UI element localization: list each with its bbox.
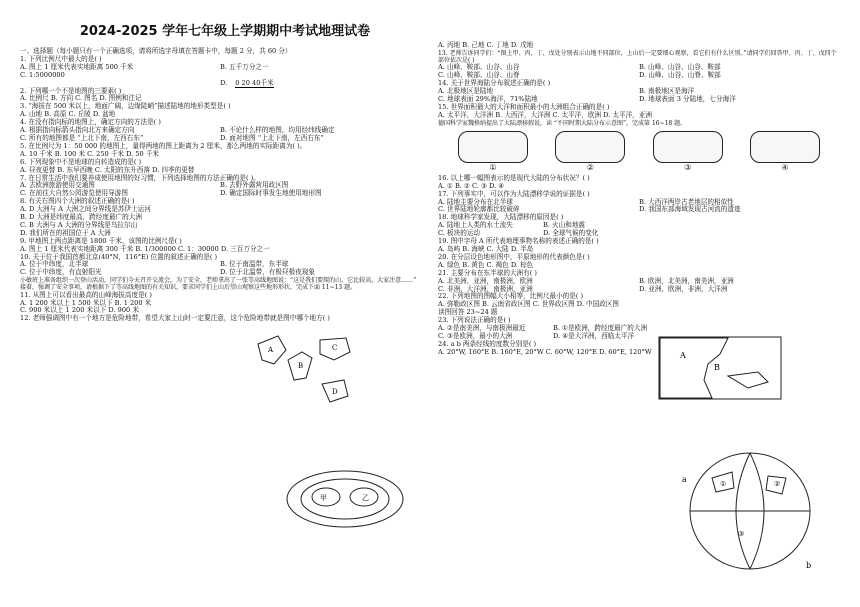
option: D. [220, 78, 228, 87]
question-13: 13. 老师告诉同学们：“图上甲、丙、丁、戊处分别表示山地不同部位，上山后一定要细心观察，看它们有什么区别。”请同学们回答甲、丙、丁、戊四个部位依次是( ) [438, 49, 837, 65]
option: A. ②是南美洲，与南极洲最近 [438, 324, 526, 333]
option: D. 山峰、山谷、山脊、鞍部 [639, 71, 721, 80]
option: D. ④是大洋洲，西临太平洋 [553, 331, 635, 340]
question-21: 21. 主要分布在东半球的大洲有( ) [438, 268, 537, 277]
question-2: 2. 下列哪一个不是地图的三要素( ) [20, 86, 122, 95]
question-8: 8. 有关右图四个大洲的叙述正确的是( ) [20, 197, 135, 206]
continent-label: ③ [738, 530, 745, 538]
option-row: A. 图上 1 厘米代表实地距离 300 千米 B. 1/300000 C. 1：30000 D. 三百万分之一 [20, 244, 270, 253]
option: A. D 大洲与 A 大洲之间分界线是苏伊士运河 [20, 205, 151, 214]
drift-map [458, 131, 528, 163]
question-16: 16. 以上哪一幅图表示的是现代大陆的分布状况？( ) [438, 173, 590, 182]
question-11: 11. 从图上可以看出最高的山峰海拔高度是( ) [20, 290, 152, 299]
drift-intro: 德国科学家魏格纳提出了大陆漂移假说，读 “不同时期大陆分布示意图”，完成第 16~18 题。 [438, 119, 687, 127]
option: A. 北极地区是陆地 [438, 87, 494, 95]
question-7: 7. 在日常生活中我们要养成使用地图的好习惯，下列选择地图的方法正确的是( )。 [20, 173, 260, 182]
option: A. 根据指向标箭头指向北方来确定方向 [20, 126, 135, 135]
question-15: 15. 世界面积最大的大洋和面积最小的大洲组合正确的是( ) [438, 102, 610, 111]
option-row: A. 绿色 B. 黄色 C. 褐色 D. 棕色 [438, 260, 534, 269]
option: B. 去野外露营用政区图 [220, 181, 289, 190]
option: D. 全球气候的变化 [543, 229, 599, 238]
option: B. 不论什么样的地图，均用经纬线确定 [220, 126, 335, 135]
option-row: A. 丙地 B. 己地 C. 丁地 D. 戊地 [438, 41, 534, 49]
peak-label: 乙 [362, 494, 369, 502]
option: B. ①是欧洲，跨经度最广的大洲 [553, 324, 648, 333]
option: D. 地球表面 3 分陆地，七分海洋 [639, 94, 736, 103]
option: D. 我国东部海域发现古河流的遗迹 [639, 205, 741, 214]
question-10: 10. 关于位于我国首都北京(40°N，116°E) 位置的叙述正确的是( ) [20, 252, 218, 261]
option: B. 山峰、山谷、山谷、鞍部 [639, 63, 721, 72]
option-row: A. 岛屿 B. 海峡 C. 大陆 D. 半岛 [438, 244, 534, 253]
option: B. 欧洲，北美洲，南美洲，亚洲 [639, 276, 734, 285]
question-5: 5. 在比例尺为 1：50 000 的地图上，量得两地的图上距离为 2 厘米，那么两地的实际距离为( )。 [20, 141, 307, 150]
option: C. 1:5000000 [20, 70, 65, 79]
option: C. B 大洲与 A 大洲的分界线是乌拉尔山 [20, 220, 138, 229]
option-row: C. 900 米以上 1 200 米以下 D. 900 米 [20, 306, 139, 315]
continent-label: C [332, 344, 338, 352]
right-column [438, 42, 840, 357]
option: D. 亚洲，欧洲，非洲，大洋洲 [639, 284, 728, 293]
question-3: 3. “海拔在 500 米以上，地面广阔，边缘陡峭”描述陆地的地形类型是( ) [20, 102, 231, 111]
option: C. 非洲，大洋洲，南极洲，亚洲 [438, 284, 533, 293]
question-22: 22. 下列地图的图幅大小相等，比例尺最小的是( ) [438, 292, 584, 301]
page-title: 2024-2025 学年七年级上学期期中考试地理试卷 [79, 24, 371, 39]
contour-map-figure [282, 466, 408, 532]
option: C. 在前往大自然公园游览使用导游图 [20, 189, 128, 198]
option-row: A. 山地 B. 高原 C. 丘陵 D. 盆地 [20, 110, 116, 119]
option: A. 陆地上人类的水土流失 [438, 221, 513, 230]
option: A. 北美洲，亚洲，南极洲，欧洲 [438, 276, 533, 285]
option: A. 位于中纬度，北半球 [20, 260, 89, 269]
option: C. 板块的运动 [438, 229, 480, 238]
meridian-label: b [806, 561, 812, 570]
option: B. 火山和地震 [543, 221, 586, 230]
map-label: B [714, 363, 720, 372]
section-heading: 一、选择题（每小题只有一个正确选项，请将所选字母填在答题卡中，每题 2 分，共 60 分） [20, 47, 292, 55]
question-24: 24. a b 两条经线的度数分别是( ) [438, 339, 537, 348]
option: A. 陆地主要分布在北半球 [438, 197, 513, 206]
drift-map [555, 131, 625, 163]
drift-map-label: ② [586, 162, 594, 172]
option: C. ③是欧洲，最小的大洲 [438, 331, 513, 340]
option-row: A. 太平洋，大洋洲 B. 大西洋，大洋洲 C. 太平洋，欧洲 D. 太平洋，亚洲 [438, 110, 652, 119]
question-19: 19. 图中字母 A 所代表地理事物名称的表述正确的是( ) [438, 237, 599, 246]
option: C. 所有的地图都是 “上北下南，左西右东” [20, 133, 144, 142]
continent-label: ① [720, 480, 727, 488]
option: D. 我们所在的祖国位于 A 大洲 [20, 228, 111, 237]
map-frame [659, 337, 781, 399]
map-label: A [680, 351, 686, 360]
option-row: A. 10 千米 B. 100 米 C. 250 千米 D. 50 千米 [20, 149, 160, 158]
continent-label: A [268, 346, 274, 354]
option-row: A. 昼夜更替 B. 东早西晚 C. 太阳的东升西落 D. 四季的更替 [20, 165, 195, 174]
option-row: A. 弥勒政区图 B. 云南省政区图 C. 世界政区图 D. 中国政区图 [438, 300, 619, 309]
option: C. 地球表面 29%海洋，71%陆地 [438, 94, 538, 103]
drift-map-label: ① [489, 162, 497, 172]
question-17: 17. 下列事实中，可以作为大陆漂移学说的证据是( ) [438, 189, 590, 198]
question-12: 12. 老师强调图中有一个地方是危险地带，希望大家上山时一定要注意，这个危险地带就是图中哪个地方( ) [20, 314, 330, 323]
option: A. 图上 1 厘米代表实地距离 500 千米 [20, 62, 134, 71]
option: B. 大西洋两岸古老地层的相似性 [639, 197, 734, 206]
q1-options-ab [20, 64, 420, 72]
continent-label: ② [774, 480, 781, 488]
instruction: 读图回答 23~24 题 [438, 308, 498, 317]
continent-label: D [332, 388, 338, 396]
peak-label: 甲 [320, 494, 327, 502]
question-20: 20. 在分层设色地形图中，平原地形的代表颜色是( ) [438, 252, 590, 261]
option: C. 位于中纬度，有直射阳光 [20, 268, 102, 277]
scale-bar-label: 0 20 40千米 [235, 78, 274, 87]
question-18: 18. 地球科学家发现，大陆漂移的原因是( ) [438, 213, 564, 222]
continent-label: B [298, 362, 304, 370]
continents-figure [248, 330, 360, 410]
drift-map [750, 131, 820, 163]
option-row: A. 20°W, 160°E B. 160°E, 20°W C. 60°W, 120°E D. 60°E, 120°W [438, 347, 652, 356]
passage: 小敏班上准备组织一次登山活动，同学们今天召开交流会，为了安全，老师拿出了一张等高线地图说：“这是我们要爬的山，它比较高，大家注意……” 接着，强调了安全事项，请根据下了等高线地图的有关知识，要求同学们上山后望山观察这些地形形状，完成下面 11~13 题。 [20, 277, 417, 292]
question-14: 14. 关于世界海陆分布叙述正确的是( ) [438, 79, 551, 88]
meridian-label: a [682, 475, 687, 484]
option: D. 面对地图 “上北下南，左西右东” [220, 133, 324, 142]
option-row: A. 1 200 米以上 1 500 米以下 B. 1 200 米 [20, 298, 152, 307]
question-6: 6. 下列现象中不是地球的自转造成的是( ) [20, 157, 142, 166]
option-row: A. ① B. ② C. ③ D. ④ [438, 181, 505, 190]
option: B. 位于南温带，东半球 [220, 260, 289, 269]
option: B. 五千万分之一 [220, 62, 269, 71]
drift-maps [458, 131, 820, 173]
option: B. D 大洲是纬度最高，跨经度最广的大洲 [20, 213, 142, 222]
option: A. 山峰、鞍部、山谷、山谷 [438, 63, 520, 72]
option: A. 去欧洲旅游使用交通图 [20, 181, 95, 190]
question-4: 4. 在没有指向标的地图上，确定方向的方法是( ) [20, 118, 161, 127]
contour-line [301, 479, 389, 519]
option: D. 确定国际时事发生地使用地形图 [220, 189, 322, 198]
question-23: 23. 下列说法正确的是( ) [438, 316, 511, 325]
gulf-map-figure [658, 336, 782, 400]
drift-map-label: ④ [781, 162, 789, 172]
option: C. 山峰、鞍部、山谷、山脊 [438, 71, 520, 80]
drift-map-label: ③ [684, 162, 692, 172]
globe-figure [682, 448, 816, 574]
option: D. 位于北温带，有极昼极夜现象 [220, 268, 315, 277]
option: C. 世界陆地轮廓都比较破碎 [438, 205, 520, 214]
option: B. 南极地区是海洋 [639, 87, 695, 95]
left-column [20, 48, 420, 323]
question-9: 9. 甲地图上两点距离是 1800 千米，该图的比例尺是( ) [20, 236, 182, 245]
option-row: A. 比例尺 B. 方向 C. 图名 D. 图例和注记 [20, 94, 142, 103]
drift-map [653, 131, 723, 163]
question-1: 1. 下列比例尺中最大的是( ) [20, 54, 102, 63]
